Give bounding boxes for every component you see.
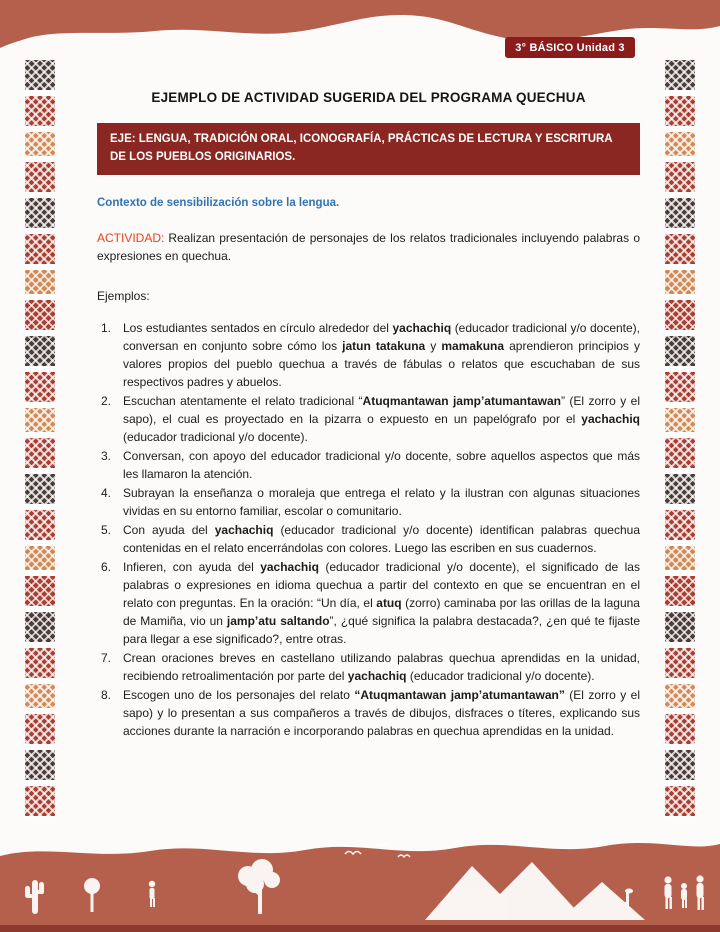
quechua-term: “Atuqmantawan jamp’atumantawan”: [354, 687, 565, 702]
list-item-text: Subrayan la enseñanza o moraleja que entrega el relato y la ilustran con algunas situaciones vividas en su entorno familiar, escolar o comunitario.: [123, 485, 640, 518]
list-item: [97, 558, 640, 648]
quechua-term: atuq: [376, 595, 402, 610]
list-item-text: Crean oraciones breves en castellano utilizando palabras quechua aprendidas en la unidad, recibiendo retroalimentación por parte del yachachiq (educador tradicional y/o docente).: [123, 650, 640, 683]
quechua-term: yachachiq: [214, 522, 274, 537]
list-item: [97, 392, 640, 446]
list-item-text: Escogen uno de los personajes del relato “Atuqmantawan jamp’atumantawan” (El zorro y el sapo) y lo presentan a sus compañeros a través de dibujos, disfraces o títeres, explicando sus acciones durante la narración e incorporando palabras en quechua aprendidas en la unidad.: [123, 687, 640, 738]
activity-label: ACTIVIDAD:: [97, 230, 165, 245]
list-item-text: Conversan, con apoyo del educador tradicional y/o docente, sobre aquellos aspectos que más les llamaron la atención.: [123, 448, 640, 481]
quechua-term: Atuqmantawan jamp’atumantawan: [362, 393, 561, 408]
list-item-number: 1.: [100, 320, 111, 335]
left-textile-border: [25, 60, 55, 818]
list-item-text: Infieren, con ayuda del yachachiq (educador tradicional y/o docente), el significado de las palabras o expresiones en idioma quechua a partir del contexto en que se encuentran en el relato con preguntas. En la oración: “Un día, el atuq (zorro) caminaba por las orillas de la laguna de Mamiña, vio un jamp’atu saltando”, ¿qué significa la palabra destacada?, ¿en qué te fijaste para llegar a ese significado?, entre otras.: [123, 559, 640, 646]
list-item: [97, 319, 640, 391]
list-item: [97, 521, 640, 557]
document-content: [97, 80, 640, 741]
list-item-number: 6.: [100, 559, 111, 574]
list-item-text: Escuchan atentamente el relato tradicional “Atuqmantawan jamp’atumantawan” (El zorro y el sapo), el cual es proyectado en la pizarra o expuesto en un papelógrafo por el yachachiq (educador tradicional y/o docente).: [123, 393, 640, 444]
quechua-term: jatun tatakuna: [342, 338, 426, 353]
quechua-term: yachachiq: [581, 411, 640, 426]
activity-list: [97, 319, 640, 740]
context-note: Contexto de sensibilización sobre la lengua.: [97, 196, 340, 209]
quechua-term: yachachiq: [260, 559, 319, 574]
list-item-number: 2.: [100, 393, 111, 408]
right-textile-border: [665, 60, 695, 818]
list-item: [97, 484, 640, 520]
footer-illustration: [0, 824, 720, 932]
quechua-term: jamp’atu saltando: [226, 613, 330, 628]
unit-badge-label: 3° BÁSICO Unidad 3: [515, 41, 625, 54]
page-title: EJEMPLO DE ACTIVIDAD SUGERIDA DEL PROGRAMA QUECHUA: [151, 90, 586, 105]
list-item-number: 5.: [100, 522, 111, 537]
list-item: [97, 649, 640, 685]
activity-text: Realizan presentación de personajes de los relatos tradicionales incluyendo palabras o expresiones en quechua.: [97, 230, 640, 263]
list-item-text: Con ayuda del yachachiq (educador tradicional y/o docente) identifican palabras quechua contenidas en el relato encerrándolas con colores. Luego las escriben en sus cuadernos.: [123, 522, 640, 555]
list-item-number: 7.: [100, 650, 111, 665]
list-item-number: 8.: [100, 687, 111, 702]
quechua-term: mamakuna: [441, 338, 505, 353]
list-item: [97, 447, 640, 483]
unit-badge: [505, 37, 635, 58]
list-item-number: 3.: [100, 448, 111, 463]
eje-banner: EJE: LENGUA, TRADICIÓN ORAL, ICONOGRAFÍA, PRÁCTICAS DE LECTURA Y ESCRITURA DE LOS PUEBLOS ORIGINARIOS.: [97, 123, 640, 175]
list-item-text: Los estudiantes sentados en círculo alrededor del yachachiq (educador tradicional y/o docente), conversan en conjunto sobre cómo los jatun tatakuna y mamakuna aprendieron principios y valores propios del pueblo quechua a través de fábulas o relatos que escuchaban de sus respectivos padres y abuelos.: [123, 320, 641, 389]
list-item: [97, 686, 640, 740]
activity-paragraph: [97, 229, 640, 265]
list-item-number: 4.: [100, 485, 111, 500]
quechua-term: yachachiq: [347, 668, 407, 683]
examples-label: Ejemplos:: [97, 288, 150, 303]
quechua-term: yachachiq: [392, 320, 452, 335]
